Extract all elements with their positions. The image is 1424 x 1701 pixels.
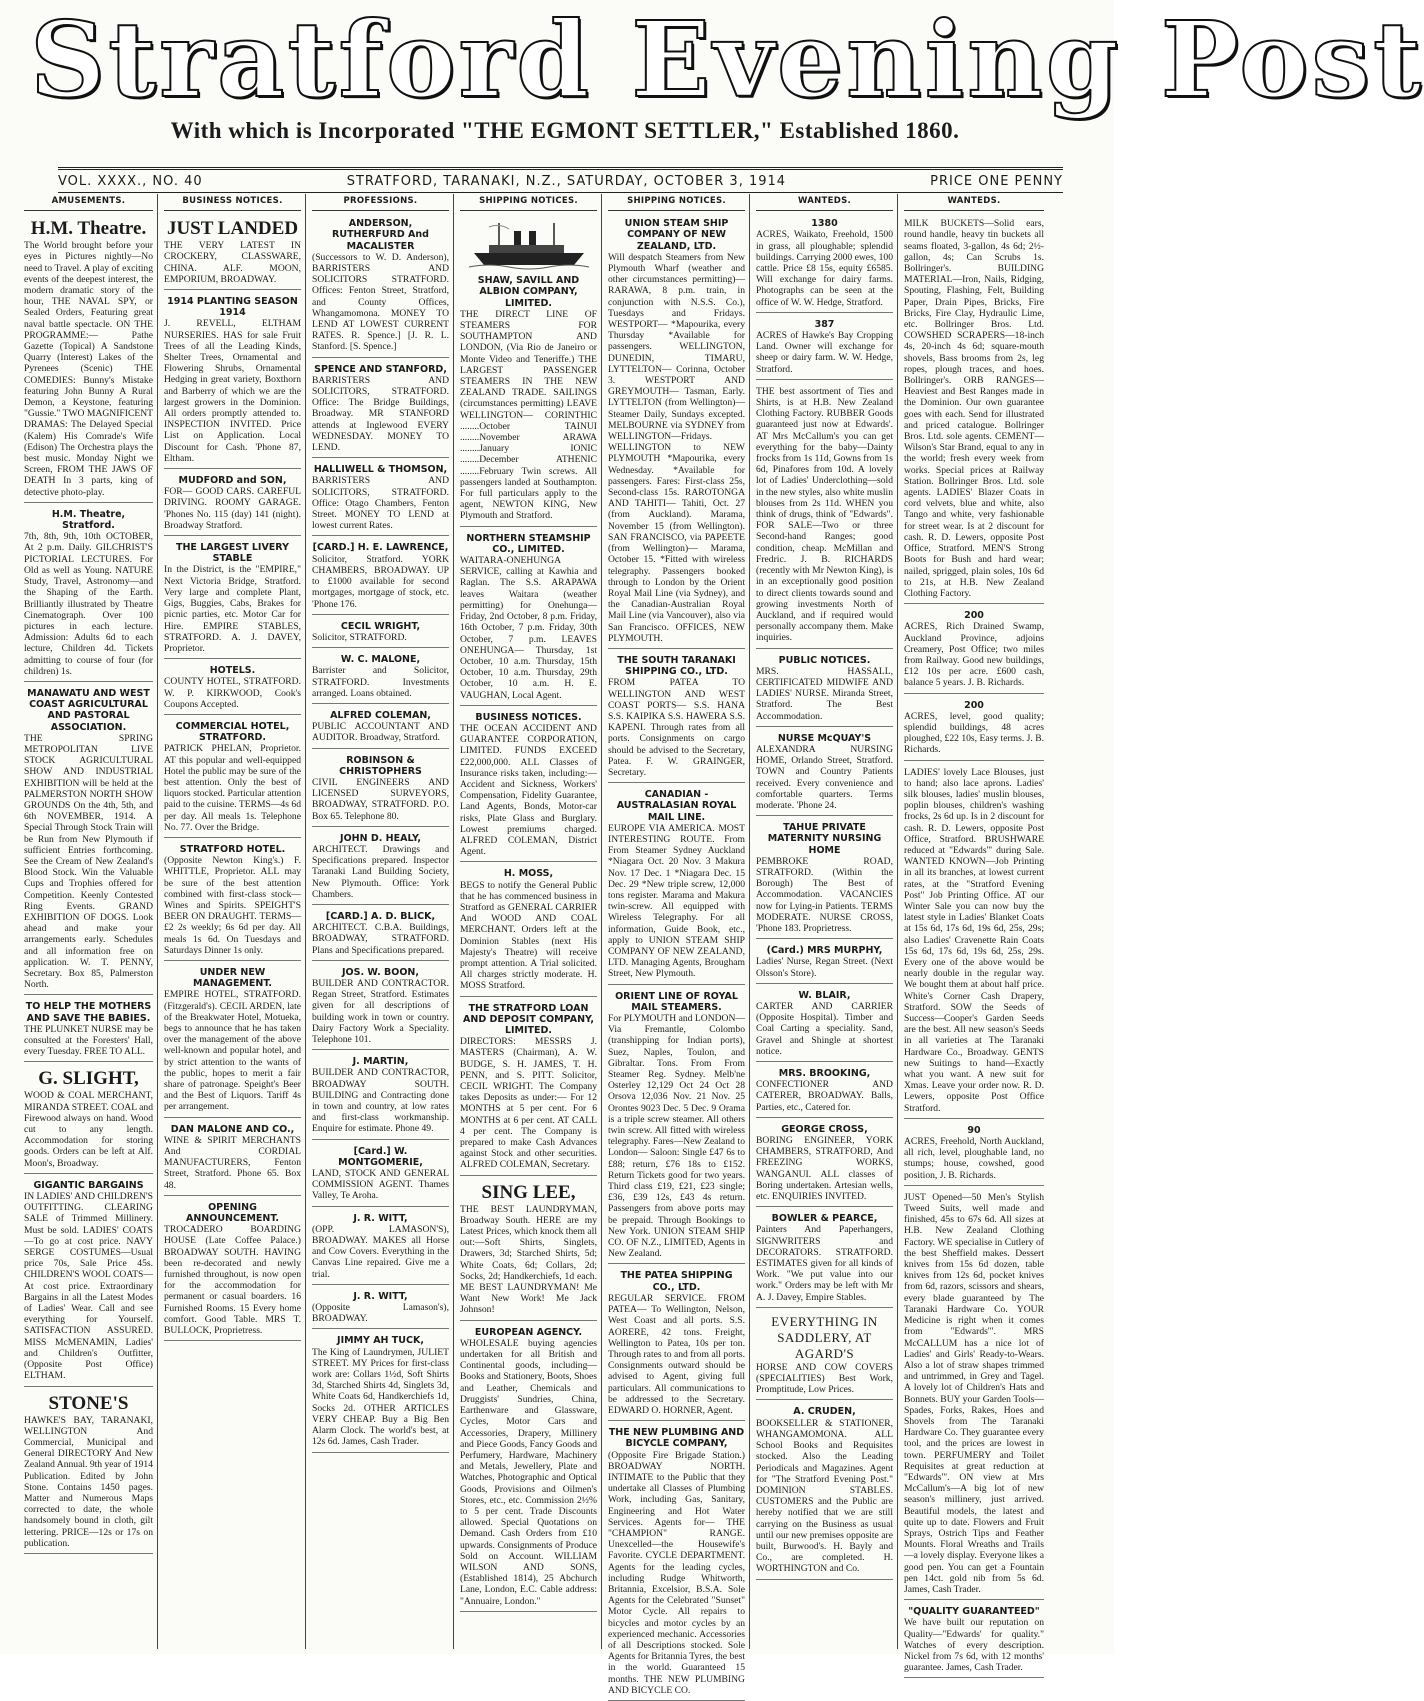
column-heading: AMUSEMENTS. xyxy=(24,194,153,211)
advertisement xyxy=(24,1065,153,1173)
advertisement xyxy=(904,697,1044,761)
advertisement-title: H. MOSS, xyxy=(503,868,554,880)
advertisement xyxy=(24,506,153,682)
advertisement-title: MRS. BROOKING, xyxy=(778,1068,871,1080)
advertisement-body: ALEXANDRA NURSING HOME, Orlando Street, Stratford. TOWN and Country Patients received. Every convenience and comfortable quarters. Terms moderate. 'Phone 24. xyxy=(756,743,893,811)
advertisement-title: W. BLAIR, xyxy=(798,989,851,1001)
advertisement-body: We have built our reputation on Quality—"Edwards' for quality." Watches of every description. Nickel from 7s 6d, with 12 months' guarantee. James, Cash Trader. xyxy=(904,1617,1044,1674)
advertisement xyxy=(164,539,301,659)
advertisement xyxy=(608,215,745,649)
advertisement-body: PEMBROKE ROAD, STRATFORD. (Within the Borough) The Best of Accommodation. VACANCIES now for Lying-in Patients. TERMS MODERATE. NURSE CROSS, 'Phone 183. Proprietress. xyxy=(756,855,893,934)
advertisement-title: THE LARGEST LIVERY STABLE xyxy=(176,542,289,565)
advertisement-body: THE DIRECT LINE OF STEAMERS FOR SOUTHAMPTON AND LONDON, (Via Rio de Janeiro or Monte Video and Teneriffe.) THE LARGEST PASSENGER STEAMERS IN THE NEW ZEALAND TRADE. SAILINGS (circumstances permitting) LEAVE WELLINGTON— CORINTHIC ........October TAINUI ........November ARAWA ........January IONIC ........December ATHENIC ........February Twin screws. All passengers landed at Southampton. For full particulars apply to the agent, NEWTON KING, New Plymouth and Stratford. xyxy=(460,308,597,522)
advertisement-title: HALLIWELL & THOMSON, xyxy=(313,464,448,476)
advertisement xyxy=(756,942,893,984)
advertisement-body: MRS. HASSALL, CERTIFICATED MIDWIFE AND LADIES' NURSE. Miranda Street, Stratford. The Best Accommodation. xyxy=(756,665,893,722)
advertisement-title: UNDER NEW MANAGEMENT. xyxy=(193,966,272,990)
advertisement-body: (Opposite Lamason's), BROADWAY. xyxy=(312,1302,449,1325)
advertisement-body: Solicitor, STRATFORD. xyxy=(312,631,407,643)
advertisement-title: NORTHERN STEAMSHIP CO., LIMITED. xyxy=(466,532,591,555)
place-date: STRATFORD, TARANAKI, N.Z., SATURDAY, OCTOBER 3, 1914 xyxy=(346,173,787,189)
advertisement-body: HAWKE'S BAY, TARANAKI, WELLINGTON And Commercial, Municipal and General DIRECTORY And New Zealand Annual. 9th year of 1914 Publication. Edited by John Stone. Contains 1450 pages. Matter and Numerous Maps corrected to date, the whole handsomely bound in cloth, gilt lettering. PRICE—12s or 17s on publication. xyxy=(24,1414,153,1549)
advertisement xyxy=(756,819,893,939)
advertisement-title: THE STRATFORD LOAN AND DEPOSIT COMPANY, LIMITED. xyxy=(463,1002,594,1036)
advertisement xyxy=(904,1603,1044,1678)
advertisement-title: BOWLER & PEARCE, xyxy=(771,1213,878,1225)
advertisement xyxy=(756,1210,893,1308)
advertisement-title: JOHN D. HEALY, xyxy=(340,832,421,844)
masthead-subtitle: With which is Incorporated "THE EGMONT SETTLER," Established 1860. xyxy=(170,118,960,143)
advertisement xyxy=(756,987,893,1062)
advertisement xyxy=(460,215,597,526)
advertisement-body: (Opposite Newton King's.) F. WHITTLE, Proprietor. ALL may be sure of the best attention combined with first-class stock—Wines and Spirits. SPEIGHT'S BEER ON DRAUGHT. TERMS—£2 2s weekly; 6s 6d per day. All meals 1s 6d. On Tuesdays and Saturdays Dinner 1s only. xyxy=(164,855,301,956)
advertisement-title: H.M. Theatre, Stratford. xyxy=(51,508,126,532)
advertisement-body: REGULAR SERVICE. FROM PATEA— To Wellington, Nelson, West Coast and all ports. S.S. AORERE, 42 tons. Freight, Wellington to Patea, 10s per ton. Through rates to and from all ports. Consignments outward should be advised to Agent, giving full particulars. All communications to be addressed to the Secretary. EDWARD O. HORNER, Agent. xyxy=(608,1292,745,1416)
advertisement-title: TO HELP THE MOTHERS AND SAVE THE BABIES. xyxy=(25,1001,152,1024)
advertisement-body: PUBLIC ACCOUNTANT AND AUDITOR. Broadway, Stratford. xyxy=(312,721,449,744)
advertisement-body: WOOD & COAL MERCHANT, MIRANDA STREET. COAL and Firewood always on hand. Wood cut to any length. Accommodation for storing goods. Orders can be left at Alf. Moon's, Broadway. xyxy=(24,1090,153,1169)
advertisement xyxy=(608,786,745,984)
advertisement-title: SING LEE, xyxy=(481,1181,576,1203)
dateline xyxy=(58,167,1063,193)
advertisement xyxy=(312,361,449,459)
advertisement-body: BOOKSELLER & STATIONER, WHANGAMOMONA. ALL School Books and Requisites stocked. Also the Leading Periodicals and Magazines. Agent for "The Stratford Evening Post." DOMINION STABLES. CUSTOMERS and the Public are hereby notified that we are still carrying on the Business as usual until our new premises opposite are built, Burwood's. H. Bayly and Co., are completed. H. WORTHINGTON and Co. xyxy=(756,1417,893,1575)
advertisement-body: BEGS to notify the General Public that he has commenced business in Stratford as GENERAL CARRIER And WOOD AND COAL MERCHANT. Orders left at the Dominion Stables (next His Majesty's Theatre) will receive prompt attention. A Trial solicited. All charges strictly moderate. H. MOSS Stratford. xyxy=(460,879,597,992)
advertisement-body: J. REVELL, ELTHAM NURSERIES. HAS for sale Fruit Trees of all the Leading Kinds, Shelter Trees, Ornamental and Flowering Shrubs, Ornamental Hedging in great variety, Boxthorn and Barberry of which we are the largest growers in the Dominion. All orders promptly attended to. INSPECTION INVITED. Price List on Application. Local Discount for Cash. 'Phone 87, Eltham. xyxy=(164,318,301,464)
advertisement-body: WHOLESALE buying agencies undertaken for all British and Continental goods, including— Books and Stationery, Boots, Shoes and Leather, Chemicals and Druggists' Sundries, China, Earthenware and Glassware, Cycles, Motor Cars and Accessories, Drapery, Millinery and Piece Goods, Fancy Goods and Perfumery, Hardware, Machinery and Metals, Jewellery, Plate and Watches, Photographic and Optical Goods, Provisions and Oilmen's Stores, etc., etc. Commission 2½% to 5 per cent. Trade Discounts allowed. Special Quotations on Demand. Cash Orders from £10 upwards. Consignments of Produce Sold on Account. WILLIAM WILSON AND SONS, (Established 1814), 25 Abchurch Lane, London, E.C. Cable address: "Annuaire, London." xyxy=(460,1337,597,1607)
advertisement xyxy=(460,530,597,706)
column-heading: SHIPPING NOTICES. xyxy=(460,194,597,211)
column-heading: WANTEDS. xyxy=(904,194,1044,211)
advertisement xyxy=(164,662,301,715)
advertisement-body: ACRES of Hawke's Bay Cropping Land. Owner will exchange for sheep or dairy farm. W. W. Hedge, Stratford. xyxy=(756,330,893,375)
advertisement-body: 7th, 8th, 9th, 10th OCTOBER, At 2 p.m. Daily. GILCHRIST'S PICTORIAL LECTURES. For Old as well as Young. NATURE Study, Travel, Astronomy—and the Shaping of the Earth. Brilliantly illustrated by Theatre Cinematograph. Over 100 pictures in each lecture. Admission: Adults 6d to each lecture, Children 4d. Tickets admitting to course of four (for children) 1s. xyxy=(24,531,153,677)
advertisement-title: 1914 PLANTING SEASON 1914 xyxy=(167,296,298,319)
advertisement-body: BUILDER AND CONTRACTOR, BROADWAY SOUTH. BUILDING and Contracting done in town and country, at low rates and first-class workmanship. Enquire for estimate. Phone 49. xyxy=(312,1067,449,1135)
advertisement xyxy=(904,1189,1044,1600)
advertisement-body: JUST Opened—50 Men's Stylish Tweed Suits, well made and finished, 45s to 67s 6d. All sizes at H.B. New Zealand Clothing Factory. WE specialise in Cutlery of the best Sheffield makes. Dessert knives from 15s 6d dozen, table knives from 12s 6d, pocket knives from 6d, razors, scissors and shears, every blade guaranteed by The Taranaki Hardware Co. YOUR Medicine is right when it comes from "Edwards'". MRS McCALLUM has a nice lot of Ladies' and Girls' Ready-to-Wears. Also a lot of straw shapes trimmed and untrimmed, in Grey and Tagel. A lovely lot of Children's Hats and Bonnets. BUY your Garden Tools—Spades, Forks, Rakes, Hoes and Shovels from The Taranaki Hardware Co. They guarantee every tool, and the prices are lowest in town. PERFUMERY and Toilet Requisites at great reduction at "Edwards'". ON view at Mrs McCallum's—A big lot of new season's millinery, just arrived. Beautiful models, the latest and quite up to date. Flowers and Fruit Sprays, Ostrich Tips and Feather Mounts. Floral Wreaths and Trails—a lovely display. Everyone likes a good pen. You can get a Fountain pen 14ct. gold nib from 5s 6d. James, Cash Trader. xyxy=(904,1191,1044,1595)
advertisement-body: The King of Laundrymen, JULIET STREET. MY Prices for first-class work are: Collars 1½d, Soft Shirts 3d, Starched Shirts 4d, Singlets 3d, White Coats 6d, Handkerchiefs 1d, Socks 2d. OTHER ARTICLES VERY CHEAP. Buy a Big Ben Alarm Clock. The world's best, at 12s 6d. James, Cash Trader. xyxy=(312,1346,449,1448)
advertisement xyxy=(312,752,449,827)
advertisement-title: CANADIAN - AUSTRALASIAN ROYAL MAIL LINE. xyxy=(616,789,737,823)
advertisement xyxy=(904,215,1044,604)
advertisement-title: THE PATEA SHIPPING CO., LTD. xyxy=(620,1270,733,1293)
advertisement-body: In the District, is the "EMPIRE," Next Victoria Bridge, Stratford. Very large and complete Plant, Gigs, Buggies, Cabs, Brakes for picnic parties, etc. Motor Car for Hire. EMPIRE STABLES, STRATFORD. A. J. DAVEY, Proprietor. xyxy=(164,564,301,654)
advertisement-title: SPENCE AND STANFORD, xyxy=(314,363,447,375)
advertisement-title: SHAW, SAVILL AND ALBION COMPANY, LIMITED. xyxy=(477,275,580,309)
steamship-illustration xyxy=(469,221,589,271)
advertisement-title: J. R. WITT, xyxy=(353,1212,408,1224)
advertisement-title: GIGANTIC BARGAINS xyxy=(33,1179,144,1191)
advertisement-body: EMPIRE HOTEL, STRATFORD. (Fitzgerald's). CECIL ARDEN, late of the Breakwater Hotel, Motueka, begs to announce that he has taken over the management of the above well-known and popular hotel, and by strict attention to the wants of the public, hopes to merit a fair share of patronage. Speight's Beer and the Best of Liquors. Tariff 4s per arrangement. xyxy=(164,989,301,1113)
column-6 xyxy=(752,194,898,1649)
advertisement-body: COUNTY HOTEL, STRATFORD. W. P. KIRKWOOD, Cook's Coupons Accepted. xyxy=(164,676,301,710)
advertisement-body: FOR— GOOD CARS. CAREFUL DRIVING. ROOMY GARAGE. 'Phones No. 115 (day) 141 (night). Broadway Stratford. xyxy=(164,486,301,531)
advertisement-body: The World brought before your eyes in Pictures nightly—No need to Travel. A play of exciting events of the deepest interest, the modern dramatic story of the hour, THE NAVAL SPY, or Sealed Orders, Featuring great naval battle spectacle. ON THE PROGRAMME:— Pathe Gazette (Topical) A Sandstone Quarry (Interest) Lakes of the Pyrenees (Scenic) THE COMEDIES: Bunny's Mistake featuring John Bunny A Rural Demon, a Keystone, featuring "Gussie." TWO MAGNIFICENT DRAMAS: The Delayed Special (Kalem) His Comrade's Wife (Edison) The Orchestra plays the best music. Monday Night we Screen, FROM THE JAWS OF DEATH In 3 parts, king of detective photo-play. xyxy=(24,240,153,498)
advertisement-body: ACRES, level, good quality; splendid buildings, 48 acres ploughed, £22 10s, Easy terms. J. B. Richards. xyxy=(904,710,1044,756)
advertisement xyxy=(312,618,449,648)
advertisement-body: EUROPE VIA AMERICA. MOST INTERESTING ROUTE. From From Steamer Sydney Auckland *Niagara Oct. 20 Nov. 3 Makura Nov. 17 Dec. 1 *Niagara Dec. 15 Dec. 29 *New triple screw, 12,000 tons register. Marama and Makura twin-screw. All equipped with Wireless Telegraphy. For all information, Guide Book, etc., apply to UNION STEAM SHIP COMPANY OF NEW ZEALAND, LTD. Managing Agents, Brougham Street, New Plymouth. xyxy=(608,822,745,980)
advertisement-title: OPENING ANNOUNCEMENT. xyxy=(186,1201,279,1225)
advertisement xyxy=(312,539,449,614)
advertisement-body: ACRES, Waikato, Freehold, 1500 in grass, all ploughable; splendid buildings. Carrying 2000 ewes, 100 cattle. Price £8 15s, equity £6585. Will exchange for dairy farms. Photographs can be seen at the office of W. W. Hedge, Stratford. xyxy=(756,229,893,308)
advertisement xyxy=(164,1121,301,1196)
advertisement xyxy=(756,1311,893,1401)
advertisement-title: 387 xyxy=(814,318,835,330)
advertisement-body: THE OCEAN ACCIDENT AND GUARANTEE CORPORATION, LIMITED. FUNDS EXCEED £22,000,000. ALL Classes of Insurance risks taken, including:—Accident and Sickness, Workers' Compensation, Fidelity Guarantee, Land Agents, Bonds, Motor-car risks, Plate Glass and Burglary. Lowest premiums charged. ALFRED COLEMAN, District Agent. xyxy=(460,722,597,858)
column-2 xyxy=(160,194,306,1649)
advertisement-title: HOTELS. xyxy=(209,665,256,677)
advertisement xyxy=(312,461,449,536)
column-3 xyxy=(308,194,454,1649)
advertisement-title: STRATFORD HOTEL. xyxy=(179,843,286,855)
advertisement-title: NURSE McQUAY'S xyxy=(777,732,872,744)
advertisement xyxy=(904,764,1044,1119)
advertisement xyxy=(312,1143,449,1207)
advertisement xyxy=(164,472,301,536)
advertisement-title: DAN MALONE AND CO., xyxy=(170,1123,295,1135)
advertisement-body: (Successors to W. D. Anderson), BARRISTERS AND SOLICITORS STRATFORD. Offices: Fenton Street, Stratford, and County Offices, Whangamomona. MONEY TO LEND AT LOWEST CURRENT RATES. R. Spence.] [J. R. L. Stanford. [S. Spence.] xyxy=(312,251,449,353)
advertisement-title: TAHUE PRIVATE MATERNITY NURSING HOME xyxy=(767,822,882,856)
advertisement-body: Will despatch Steamers from New Plymouth Wharf (weather and other circumstances permitting)— RARAWA, 8 p.m. train, in conjunction with N.S.S. Co.), Tuesdays and Fridays. WESTPORT— *Mapourika, every Thursday *Available for passengers. WELLINGTON, DUNEDIN, TIMARU, LYTTELTON— Corinna, October 3. WESTPORT AND GREYMOUTH— Tasman, Early. LYTTELTON (from Wellington)— Steamer Daily, Sundays excepted. MELBOURNE via SYDNEY from WELLINGTON—Fridays. WELLINGTON to NEW PLYMOUTH *Mapourika, every Wednesday. *Available for passengers. Fares: First-class 25s, Second-class 15s. RAROTONGA AND TAHITI— Tahiti, Oct. 27 (from Auckland). Marama, November 15 (from Wellington). SAN FRANCISCO, via PAPEETE (from Wellington)— Marama, October 15. *Fitted with wireless telegraphy. Passengers booked through to London by the Orient Royal Mail Line (via Sydney), and the Canadian-Australian Royal Mail Line (via Vancouver), also via San Francisco. OFFICES, NEW PLYMOUTH. xyxy=(608,251,745,644)
advertisement xyxy=(164,841,301,961)
advertisement-body: ARCHITECT. Drawings and Specifications prepared. Inspector Taranaki Land Building Society, New Plymouth. Office: York Chambers. xyxy=(312,843,449,900)
advertisement-body: (OPP. LAMASON'S), BROADWAY. MAKES all Horse and Cow Covers. Everything in the Canvas Line repaired. Give me a trial. xyxy=(312,1223,449,1280)
advertisement-body: Ladies' Nurse, Regan Street. (Next Olsson's Store). xyxy=(756,956,893,979)
advertisement xyxy=(312,651,449,704)
advertisement-body: THE PLUNKET NURSE may be consulted at the Foresters' Hall, every Tuesday. FREE TO ALL. xyxy=(24,1023,153,1058)
advertisement-title: J. MARTIN, xyxy=(352,1056,409,1068)
advertisement-title: W. C. MALONE, xyxy=(340,654,421,666)
advertisement-title: (Card.) MRS MURPHY, xyxy=(766,945,883,957)
advertisement-title: EUROPEAN AGENCY. xyxy=(474,1326,583,1338)
advertisement-title: A. CRUDEN, xyxy=(793,1406,856,1418)
advertisement-body: IN LADIES' AND CHILDREN'S OUTFITTING. CLEARING SALE of Trimmed Millinery. Must be sold. LADIES' COATS—To go at cost price. NAVY SERGE COSTUMES—Usual price 70s, Sale Price 45s. CHILDREN'S WOOL COATS—At cost price. Extraordinary Bargains in all the Latest Modes of Ladies' Wear. Call and see everything for Yourself. SATISFACTION ASSURED. MISS McMENAMIN, Ladies' and Children's Outfitter, (Opposite Post Office) ELTHAM. xyxy=(24,1191,153,1382)
advertisement-title: 200 xyxy=(964,610,984,622)
advertisement-title: 200 xyxy=(964,699,984,711)
advertisement-title: BUSINESS NOTICES. xyxy=(475,711,582,723)
column-4 xyxy=(456,194,602,1649)
advertisement-body: ACRES, Freehold, North Auckland, all rich, level, ploughable land, no stumps; house, cowshed, good position, J. B. Richards. xyxy=(904,1136,1044,1181)
advertisement xyxy=(756,1403,893,1579)
advertisement xyxy=(608,652,745,783)
advertisement xyxy=(460,709,597,863)
advertisement xyxy=(312,830,449,905)
advertisement xyxy=(24,1177,153,1387)
advertisement-title: "QUALITY GUARANTEED" xyxy=(908,1606,1040,1618)
advertisement-title: MANAWATU AND WEST COAST AGRICULTURAL AND PASTORAL ASSOCIATION. xyxy=(27,687,150,733)
advertisement-body: BUILDER AND CONTRACTOR. Regan Street, Stratford. Estimates given for all descriptions of building work in town or country. Dairy Factory Work a Speciality. Telephone 101. xyxy=(312,977,449,1045)
advertisement-title: [CARD.] H. E. LAWRENCE, xyxy=(312,542,449,554)
advertisement-body: TROCADERO BOARDING HOUSE (Late Coffee Palace.) BROADWAY SOUTH. HAVING been re-decorated and newly furnished throughout, is now open for the accommodation for permanent or casual boarders. 16 Furnished Rooms. 15 Every home comfort. Good Table. MRS T. BULLOCK, Proprietress. xyxy=(164,1224,301,1337)
advertisement xyxy=(164,1199,301,1341)
advertisement xyxy=(312,1332,449,1452)
advertisement-body: Painters And Paperhangers, SIGNWRITERS and DECORATORS. STRATFORD. ESTIMATES given for all kinds of Work. "We put value into our work." Orders may be left with Mr A. J. Davey, Empire Stables. xyxy=(756,1224,893,1303)
advertisement xyxy=(24,1390,153,1554)
advertisement-title: 1380 xyxy=(811,218,838,230)
advertisement xyxy=(24,998,153,1062)
column-heading: BUSINESS NOTICES. xyxy=(164,194,301,211)
advertisement-body: ACRES, Rich Drained Swamp, Auckland Province, adjoins Creamery, Post Office; two miles from Railway. Good new buildings, £12 10s per acre. £600 cash, balance 5 years. J. B. Richards. xyxy=(904,621,1044,689)
advertisement-body: HORSE AND COW COVERS (SPECIALITIES) Best Work, Promptitude, Low Prices. xyxy=(756,1361,893,1396)
advertisement-title: JOS. W. BOON, xyxy=(342,966,419,978)
advertisement-title: UNION STEAM SHIP COMPANY OF NEW ZEALAND, LTD. xyxy=(624,218,729,252)
advertisement-body: ARCHITECT. C.B.A. Buildings, BROADWAY, STRATFORD. Plans and Specifications prepared. xyxy=(312,922,449,956)
advertisement xyxy=(756,730,893,816)
advertisement xyxy=(312,908,449,961)
advertisement-title: JUST LANDED xyxy=(166,218,299,240)
advertisement-title: ALFRED COLEMAN, xyxy=(330,709,431,721)
advertisement-title: ANDERSON, RUTHERFURD And MACALISTER xyxy=(332,218,429,252)
advertisement-body: (Opposite Fire Brigade Station.) BROADWAY NORTH. INTIMATE to the Public that they undertake all Classes of Plumbing Work, including Gas, Sanitary, Engineering and Hot Water Services. Agents for— THE "CHAMPION" RANGE. Unexcelled—the Housewife's Favorite. CYCLE DEPARTMENT. Agents for the leading cycles, including Rudge Whitworth, Britannia, Excelsior, B.S.A. Sole Agents for the Celebrated "Sunset" Motor Cycle. All repairs to bicycles and motor cycles by an experienced mechanic. Accessories of all Descriptions stocked. Sole Agents for Britannia Tyres, the best in the world. Guaranteed 15 months. THE NEW PLUMBING AND BICYCLE CO. xyxy=(608,1449,745,1696)
advertisement-title: ORIENT LINE OF ROYAL MAIL STEAMERS. xyxy=(615,990,738,1013)
advertisement xyxy=(24,215,153,503)
advertisement-body: BARRISTERS AND SOLICITORS, STRATFORD. Office: The Bridge Buildings, Broadway. MR STANFORD attends at Inglewood EVERY WEDNESDAY. MONEY TO LEND. xyxy=(312,374,449,454)
advertisement-title: G. SLIGHT, xyxy=(38,1068,139,1090)
advertisement xyxy=(312,1288,449,1330)
advertisement-body: DIRECTORS: MESSRS J. MASTERS (Chairman), A. W. BUDGE, S. H. JAMES, T. H. PENN, and S. PITT. Solicitor, CECIL WRIGHT. The Company takes Deposits as under:— For 12 MONTHS at 5 per cent. For 6 MONTHS at 6 per cent. AT CALL 4 per cent. The Company is prepared to make Cash Advances against Stock and other securities. ALFRED COLEMAN, Secretary. xyxy=(460,1036,597,1171)
advertisement xyxy=(460,1000,597,1176)
advertisement-title: CECIL WRIGHT, xyxy=(340,620,421,632)
advertisement-body: BARRISTERS AND SOLICITORS, STRATFORD. Office: Otago Chambers, Fenton Street. MONEY TO LEND at lowest current Rates. xyxy=(312,475,449,532)
advertisement xyxy=(312,707,449,749)
advertisement-title: [CARD.] A. D. BLICK, xyxy=(325,910,436,922)
advertisement-body: MILK BUCKETS—Solid ears, round handle, heavy tin buckets all seams floated, 3-gallon, 4s 6d; 2½-gallon, 4s; Can Scrubs 1s. Bollringer's. BUILDING MATERIAL—Iron, Nails, Ridging, Spouting, Flashing, Felt, Building Paper, Drain Pipes, Bricks, Fire Bricks, Fire Clay, Hydraulic Lime, etc. Bollringer Bros. Ltd. COWSHED SCRAPERS—18-inch 4s, 20-inch 4s 6d; square-mouth shovels, Bass brooms from 2s, leg ropes, plough traces, and hoes. Bollringer's. ORB RANGES—Heaviest and Best Ranges made in the Dominion. Our own guarantee goes with each. Send for illustrated and priced catalogue. Bollringer Bros. Ltd. sole agents. CEMENT—Wilson's Star Brand, equal to any in the world; fresh every week from works. Special prices at Railway Station. Bollringer Bros. Ltd. sole agents. LADIES' Blazer Coats in cord velvets, blue and white, also Tango and white, very fashionable for street wear. Is at 2 discount for cash. R. D. Lewers, opposite Post Office, Stratford. MEN'S Strong Boots for Bush and hard wear; nailed, sprigged, plain soles, 10s 6d to 21s, at H.B. New Zealand Clothing Factory. xyxy=(904,218,1044,599)
advertisement xyxy=(312,964,449,1050)
advertisement-body: THE VERY LATEST IN CROCKERY, CLASSWARE, CHINA. ALF. MOON, EMPORIUM, BROADWAY. xyxy=(164,240,301,285)
advertisement xyxy=(608,1267,745,1421)
column-heading: PROFESSIONS. xyxy=(312,194,449,211)
advertisement xyxy=(608,1424,745,1701)
advertisement-title: COMMERCIAL HOTEL, STRATFORD. xyxy=(175,720,290,744)
price: PRICE ONE PENNY xyxy=(930,173,1063,189)
advertisement xyxy=(904,607,1044,693)
advertisement-title: H.M. Theatre. xyxy=(30,218,147,240)
column-7 xyxy=(900,194,1048,1674)
masthead-title: Stratford Evening Post xyxy=(30,0,1424,121)
masthead xyxy=(30,0,1424,143)
advertisement xyxy=(756,215,893,313)
advertisement-body: CIVIL ENGINEERS AND LICENSED SURVEYORS, BROADWAY, STRATFORD. P.O. Box 65. Telephone 80. xyxy=(312,776,449,822)
advertisement-body: Solicitor, Stratford. YORK CHAMBERS, BROADWAY. UP to £1000 available for second mortgages, mortgage of stock, etc. 'Phone 176. xyxy=(312,553,449,610)
advertisement-body: PATRICK PHELAN, Proprietor. AT this popular and well-equipped Hotel the public may be sure of the best attention. Only the best of liquors stocked. Particular attention paid to the cuisine. TERMS—4s 6d per day. All meals 1s. Telephone No. 77. Over the Bridge. xyxy=(164,743,301,833)
advertisement-body: WAITARA-ONEHUNGA SERVICE, calling at Kawhia and Raglan. The S.S. ARAPAWA leaves Waitara (weather permitting) for Onehunga— Friday, 2nd October, 8 p.m. Friday, 16th October, 7 p.m. Friday, 30th October, 7 p.m. LEAVES ONEHUNGA— Thursday, 1st October, 10 a.m. Thursday, 15th October, 10 a.m. Thursday, 29th October, 10 a.m. H. E. VAUGHAN, Local Agent. xyxy=(460,555,597,701)
advertisement xyxy=(756,1065,893,1118)
advertisement-title: GEORGE CROSS, xyxy=(781,1123,868,1135)
advertisement-body: CARTER AND CARRIER (Opposite Hospital). Timber and Coal Carting a speciality. Sand, Gravel and Shingle at shortest notice. xyxy=(756,1001,893,1057)
advertisement-body: CONFECTIONER AND CATERER, BROADWAY. Balls, Parties, etc., Catered for. xyxy=(756,1079,893,1113)
advertisement-body: LADIES' lovely Lace Blouses, just to hand; also lace aprons. Ladies' silk blouses, ladies' muslin blouses, poplin blouses, children's washing frocks, 2s 6d up. Is in 2 discount for cash. R. D. Lewers, opposite Post Office, Stratford. BRUSHWARE reduced at "Edwards'" during Sale. WANTED KNOWN—Job Printing in all its branches, at lowest current rates, at the "Stratford Evening Post" Job Printing Office. AT our Winter Sale you can now buy the latest style in Ladies' Blanket Coats at 15s 6d, 17s 6d, 19s 6d, 25s, 29s; also Ladies' Cravenette Rain Coats 15s 6d, 17s 6d, 19s 6d, 25s, 29s. Every one of the above would be nearly double in the regular way. We bought them at about half price. White's Corner Cash Drapery, Stratford. SOW the Seeds of Success—Cooper's Garden Seeds are the best. All new season's Seeds in all varieties at The Taranaki Hardware Co., Broadway. GENTS new Suitings to hand—Exactly what you want. A new suit for Xmas. Leave your order now. R. D. Lewers, opposite Post Office Stratford. xyxy=(904,766,1044,1114)
advertisement-title: STONE'S xyxy=(48,1392,129,1414)
advertisement-body: LAND, STOCK AND GENERAL COMMISSION AGENT. Thames Valley, Te Aroha. xyxy=(312,1168,449,1202)
advertisement-title: [Card.] W. MONTGOMERIE, xyxy=(338,1145,423,1168)
advertisement-title: 90 xyxy=(967,1124,981,1136)
volume-number: VOL. XXXX., NO. 40 xyxy=(58,173,203,189)
advertisement xyxy=(24,685,153,995)
advertisement-title: EVERYTHING IN SADDLERY, AT AGARD'S xyxy=(771,1313,878,1361)
advertisement xyxy=(904,1122,1044,1186)
column-heading: SHIPPING NOTICES. xyxy=(608,194,745,211)
advertisement-title: THE SOUTH TARANAKI SHIPPING CO., LTD. xyxy=(617,654,736,678)
advertisement xyxy=(756,316,893,380)
advertisement xyxy=(312,215,449,357)
advertisement xyxy=(460,1179,597,1321)
advertisement-title: MUDFORD and SON, xyxy=(178,475,287,487)
advertisement-body: WINE & SPIRIT MERCHANTS And CORDIAL MANUFACTURERS, Fenton Street, Stratford. Phone 65. Box 48. xyxy=(164,1134,301,1191)
advertisement-body: BORING ENGINEER, YORK CHAMBERS, STRATFORD, And FREEZING WORKS, WANGANUI. ALL classes of Boring undertaken. Artesian wells, etc. ENQUIRIES INVITED. xyxy=(756,1135,893,1203)
advertisement xyxy=(608,988,745,1265)
advertisement xyxy=(460,865,597,996)
advertisement-title: ROBINSON & CHRISTOPHERS xyxy=(339,754,422,777)
advertisement-body: FROM PATEA TO WELLINGTON AND WEST COAST PORTS— S.S. HANA S.S. KAIPIKA S.S. HAWERA S.S. KAPENI. Through rates from all ports. Consignments on cargo should be advised to the Secretary, Patea. F. W. GRAINGER, Secretary. xyxy=(608,677,745,778)
advertisement xyxy=(164,718,301,838)
advertisement-body: For PLYMOUTH and LONDON— Via Fremantle, Colombo (transhipping for Indian ports), Suez, Naples, Toulon, and Gibraltar. Tons. From From Steamer Reg. Sydney. Melb'ne Osterley 12,129 Oct 24 Oct 28 Orsova 12,036 Nov. 21 Nov. 25 Orontes 9023 Dec. 5 Dec. 9 Orama is a triple screw steamer. All others twin screw. All fitted with wireless telegraphy. Fares—New Zealand to London— Saloon: Single £47 6s to £88; return, £76 18s to £152. Return Tickets good for two years. Third class £19, £21, £23 single; £36, £39 12s, £43 4s return. Passengers from above ports may be prepaid. Through Bookings to New York. UNION STEAM SHIP CO. OF N.Z., LIMITED, Agents in New Zealand. xyxy=(608,1013,745,1260)
advertisement-body: THE BEST LAUNDRYMAN, Broadway South. HERE are my Latest Prices, which knock them all out:—Soft Shirts, Singlets, Drawers, 3d; Starched Shirts, 5d; White Coats, 6d; Collars, 2d; Socks, 2d; Handkerchiefs, 1d each. ME BEST LAUNDRYMAN! Me Want New Work! Me Jack Johnson! xyxy=(460,1203,597,1316)
column-1 xyxy=(20,194,158,1649)
advertisement xyxy=(164,293,301,469)
advertisement xyxy=(312,1053,449,1139)
advertisement xyxy=(756,383,893,649)
advertisement xyxy=(756,652,893,727)
advertisement-title: THE NEW PLUMBING AND BICYCLE COMPANY, xyxy=(608,1427,745,1450)
advertisement-body: Barrister and Solicitor, STRATFORD. Investments arranged. Loans obtained. xyxy=(312,665,449,699)
advertisement xyxy=(164,964,301,1118)
columns-area xyxy=(20,194,1106,1696)
advertisement-title: JIMMY AH TUCK, xyxy=(337,1335,424,1347)
advertisement-title: PUBLIC NOTICES. xyxy=(778,654,871,666)
advertisement xyxy=(164,215,301,290)
advertisement-title: J. R. WITT, xyxy=(353,1290,408,1302)
advertisement xyxy=(312,1210,449,1285)
advertisement-body: THE best assortment of Ties and Shirts, is at H.B. New Zealand Clothing Factory. RUBBER Goods guaranteed just now at Edwards'. AT Mrs McCallum's you can get everything for the baby—Dainty frocks from 1s 11d, Gowns from 1s 6d, Pinafores from 10d. A lovely lot of Ladies' Underclothing—sold in the new styles, also white muslin blouses from 2s 11d. WHEN you think of drugs, think of "Edwards". FOR SALE—Two or three Second-hand Ranges; good condition, cheap. McMillan and Fredric. J. B. RICHARDS (recently with Mr Newton King), is in an exceptionally good position to direct clients towards sound and growing investments North of Auckland, and if required would personally accompany them. Make inquiries. xyxy=(756,385,893,644)
advertisement-body: THE SPRING METROPOLITAN LIVE STOCK AGRICULTURAL SHOW AND INDUSTRIAL EXHIBITION will be held at the PALMERSTON NORTH SHOW GROUNDS On the 4th, 5th, and 6th NOVEMBER, 1914. A Special Through Stock Train will be Run from New Plymouth if sufficient Entries forthcoming. See the Cream of New Zealand's Blood Stock. Win the Valuable Cups and Trophies offered for Competition. Keenly Contested Ring Events. GRAND EXHIBITION OF DOGS. Look ahead and make your arrangements early. Schedules and all information free on application. W. T. PENNY, Secretary. Box 85, Palmerston North. xyxy=(24,732,153,991)
advertisement xyxy=(756,1121,893,1207)
column-5 xyxy=(604,194,750,1696)
column-heading: WANTEDS. xyxy=(756,194,893,211)
advertisement xyxy=(460,1324,597,1612)
